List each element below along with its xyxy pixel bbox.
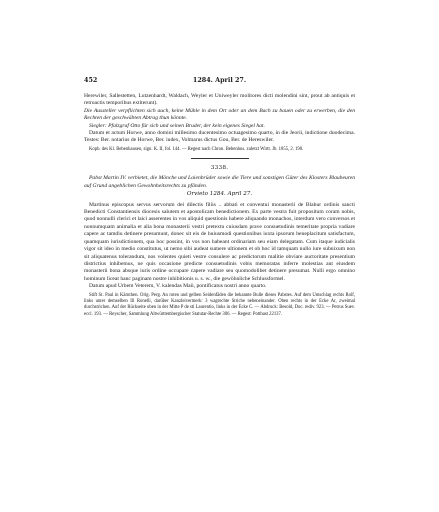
document-body: Martinus episcopus servus servorum dei dilectis filiis .. abbati et conventui monasterii de Blabur ordinis sancti Benedicti Constantiensis diocesis salutem et apostolicam benedictionem. Ex parte vestra fuit propositum coram nobis, quod nonnulli clerici et laici asserentes in vos aliquid questionis habere aliquando monachos, interdum vero conversos et nonnumquam animalia et alia bona monasterii vestri pretextu cuiusdam prave consuetudinis temeritate propria vadiare capere ac tamdiu detinere presumunt, donec sit eis de huiusmodi questionibus iuxta ipsorum beneplacitum satisfactum, quamquam iurisdictionem, qua hoc possint, in vos non habeant ordinariam seu eiam delegatam. Cum itaque iudicialis vigor sit ideo in medio constitutus, ut nemo sibi audeat sumere ultionem et ob hoc id tamquam nullo iure subnixum non sit aliquatenus tolerandum, nos volentes quieti vestre consulere ac predictorum malitie obviare auctoritate presentium districtius inhibemus, ne quis occasione predicte consuetudinis vobis memoratas inferre molestias aut eiusdem monasterii bona absque iuris ordine occupare capere vadiare seu quomodolibet detinere presumat. Nulli ergo omnino hominum liceat hanc paginam nostre inhibitionis u. s. w., die gewöhnliche Schlussformel.	[84, 201, 355, 282]
page-header	[84, 76, 355, 86]
document-number: 3338.	[210, 165, 229, 172]
archive-note: Stift St. Paul in Kärnthen. Orig. Perg. An roten und gelben Seidenfäden die bekannte Bulle dieses Pabstes. Auf dem Umschlag rechts Rolf, links unter demselben Ill Ronelli, darüber Kanzleivermerk: 3 wagrechte Striche nebeneinander. Oben rechts in der Ecke Ar, zweimal durchstrichen. Auf der Rückseite oben in der Mitte P de sti Laurentio, links in der Ecke C. — Abdruck: Besold, Doc. rediv. 923. — Petrus Suev. eccl. 193. — Reyscher, Sammlung Altwürttembergischer Statutar-Rechte 306. — Regest: Potthast 22137.	[84, 292, 355, 317]
document-regest: Pabst Martin IV. verbietet, die Mönche und Laienbrüder sowie die Tiere und sonstigen Güter des Klosters Blaubeuren auf Grund angeblichen Gewohnheitsrechts zu pfänden.	[84, 175, 355, 189]
previous-document-datum: Datum et actum Horwe, anno domini millesimo ducentesimo octuagesimo quarto, in die Jeorii, indictione duodecima. Testes: Ber. notarius de Horwe, Ber. iudex, Volmarus dictus Gou, Ber. de Hereswiler.	[84, 130, 355, 144]
previous-document-source: Kopb. des Kl. Bebenhausen, sign. K. II, fol. 144. — Regest nach Chron. Bebenhus. zuletzt Wirtt. Jb. 1855, 2. 190.	[89, 146, 304, 152]
running-head: 1284. April 27.	[192, 76, 247, 84]
page-number: 452	[84, 76, 98, 84]
previous-document-witnesses: Herewiler, Sallestetten, Lutzenhardt, Waldach, Weyler et Uniweyler molitores dicti molendini sint, prout ab antiquis et retroactis temporibus extiterunt).	[84, 93, 355, 107]
previous-document-note: Die Aussteller verpflichten sich auch, keine Mühle in dem Ort oder an dem Bach zu bauen oder zu erwerben, die den Rechten der geschwäbten Abtrag thun könnte.	[84, 107, 355, 122]
document-page	[84, 76, 355, 318]
document-place-date: Orvieto 1284. April 27.	[186, 191, 253, 198]
section-divider	[191, 158, 249, 159]
seal-note: Siegler: Pfalzgraf Otto für sich und seinen Bruder, der kein eigenes Siegel hat.	[89, 122, 265, 129]
document-datum: Datum apud Urbem Veterem, V. kalendas Maii, pontificatus nostri anno quarto.	[89, 283, 267, 290]
